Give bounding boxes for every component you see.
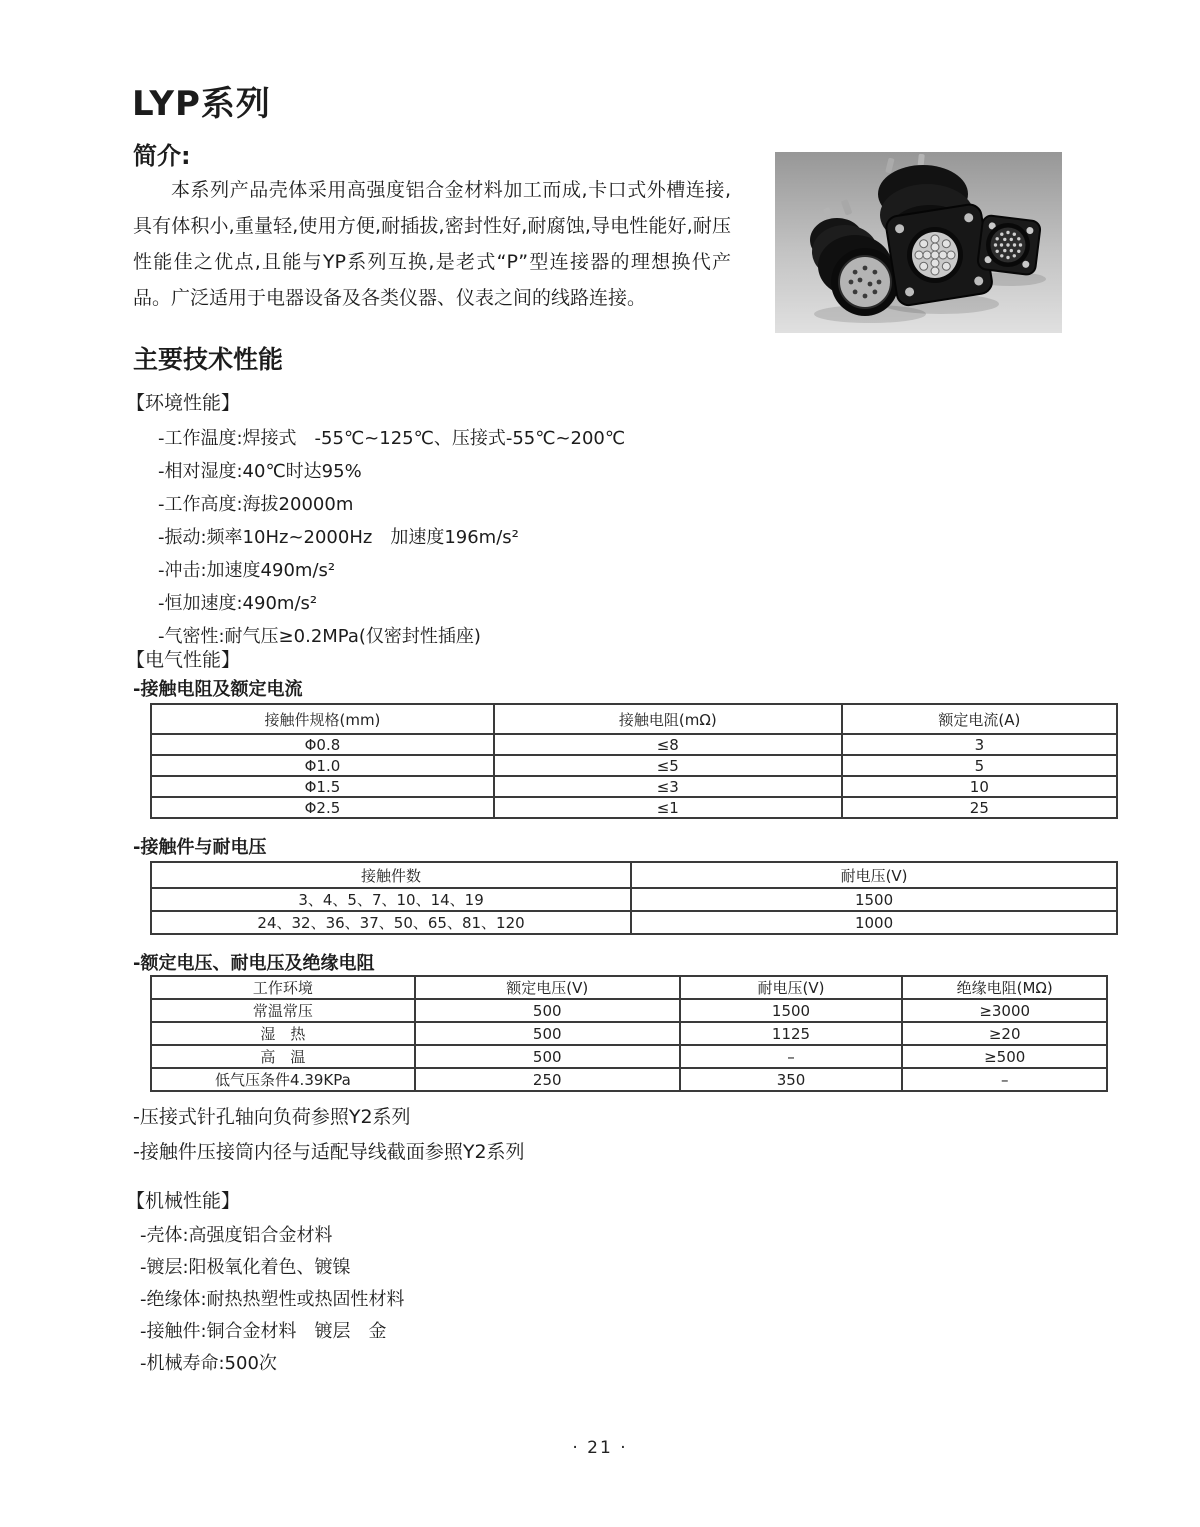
list-item: -工作温度:焊接式 -55℃~125℃、压接式-55℃~200℃ bbox=[158, 428, 626, 449]
withstand-voltage-table-label: -接触件与耐电压 bbox=[133, 837, 267, 858]
column-header: 接触件规格(mm) bbox=[151, 704, 494, 734]
environmental-performance-list bbox=[158, 422, 625, 653]
column-header: 额定电压(V) bbox=[415, 976, 680, 999]
mechanical-performance-heading: 【机械性能】 bbox=[126, 1190, 241, 1212]
right-connector bbox=[977, 215, 1041, 276]
table-cell: 湿 热 bbox=[151, 1022, 415, 1045]
reference-notes bbox=[133, 1100, 525, 1170]
contact-resistance-table bbox=[150, 703, 1118, 819]
list-item: -机械寿命:500次 bbox=[140, 1353, 277, 1374]
column-header: 耐电压(V) bbox=[680, 976, 903, 999]
table-row bbox=[151, 734, 1117, 755]
table-cell: 10 bbox=[842, 776, 1117, 797]
table-cell: 3 bbox=[842, 734, 1117, 755]
note-item: -压接式针孔轴向负荷参照Y2系列 bbox=[133, 1106, 411, 1128]
table-header-row bbox=[151, 862, 1117, 888]
table-cell: 5 bbox=[842, 755, 1117, 776]
table-cell: 1125 bbox=[680, 1022, 903, 1045]
table-row bbox=[151, 999, 1107, 1022]
environmental-performance-heading: 【环境性能】 bbox=[126, 392, 241, 414]
column-header: 绝缘电阻(MΩ) bbox=[902, 976, 1107, 999]
table-row bbox=[151, 888, 1117, 911]
column-header: 接触件数 bbox=[151, 862, 631, 888]
mechanical-performance-list bbox=[140, 1220, 405, 1380]
table-cell: ≥20 bbox=[902, 1022, 1107, 1045]
intro-paragraph: 本系列产品壳体采用高强度铝合金材料加工而成,卡口式外槽连接,具有体积小,重量轻,使用方便,耐插拔,密封性好,耐腐蚀,导电性能好,耐压性能佳之优点,且能与YP系列互换,是老式“P”型连接器的理想换代产品。广泛适用于电器设备及各类仪器、仪表之间的线路连接。 bbox=[133, 179, 731, 309]
table-cell: Φ1.0 bbox=[151, 755, 494, 776]
table-cell: 500 bbox=[415, 1045, 680, 1068]
table-cell: ≤5 bbox=[494, 755, 842, 776]
table-cell: Φ1.5 bbox=[151, 776, 494, 797]
list-item: -镀层:阳极氧化着色、镀镍 bbox=[140, 1257, 351, 1278]
table-cell: 1500 bbox=[680, 999, 903, 1022]
tech-performance-heading: 主要技术性能 bbox=[133, 345, 284, 374]
rated-voltage-insulation-table bbox=[150, 975, 1108, 1092]
table-cell: – bbox=[902, 1068, 1107, 1091]
table-cell: – bbox=[680, 1045, 903, 1068]
table-cell: 高 温 bbox=[151, 1045, 415, 1068]
rated-voltage-insulation-table-label: -额定电压、耐电压及绝缘电阻 bbox=[133, 953, 375, 974]
table-cell: 1500 bbox=[631, 888, 1117, 911]
table-cell: 350 bbox=[680, 1068, 903, 1091]
list-item: -壳体:高强度铝合金材料 bbox=[140, 1225, 333, 1246]
list-item: -相对湿度:40℃时达95% bbox=[158, 461, 362, 482]
table-cell: 250 bbox=[415, 1068, 680, 1091]
note-item: -接触件压接筒内径与适配导线截面参照Y2系列 bbox=[133, 1141, 525, 1163]
table-cell: ≤3 bbox=[494, 776, 842, 797]
connector-photo-illustration bbox=[775, 152, 1062, 333]
column-header: 耐电压(V) bbox=[631, 862, 1117, 888]
table-row bbox=[151, 1068, 1107, 1091]
table-cell: ≤8 bbox=[494, 734, 842, 755]
contact-resistance-table-label: -接触电阻及额定电流 bbox=[133, 679, 303, 700]
table-row bbox=[151, 1022, 1107, 1045]
table-cell: 500 bbox=[415, 999, 680, 1022]
withstand-voltage-table bbox=[150, 861, 1118, 935]
page-number: · 21 · bbox=[572, 1438, 628, 1458]
table-row bbox=[151, 1045, 1107, 1068]
product-photo bbox=[775, 152, 1062, 333]
table-cell: 1000 bbox=[631, 911, 1117, 934]
list-item: -接触件:铜合金材料 镀层 金 bbox=[140, 1321, 387, 1342]
table-header-row bbox=[151, 704, 1117, 734]
table-cell: ≥3000 bbox=[902, 999, 1107, 1022]
table-cell: ≥500 bbox=[902, 1045, 1107, 1068]
table-cell: 常温常压 bbox=[151, 999, 415, 1022]
table-cell: 24、32、36、37、50、65、81、120 bbox=[151, 911, 631, 934]
electrical-performance-heading: 【电气性能】 bbox=[126, 649, 241, 671]
list-item: -绝缘体:耐热热塑性或热固性材料 bbox=[140, 1289, 405, 1310]
list-item: -冲击:加速度490m/s² bbox=[158, 560, 336, 581]
table-row bbox=[151, 797, 1117, 818]
intro-heading: 简介: bbox=[133, 142, 191, 170]
table-cell: ≤1 bbox=[494, 797, 842, 818]
column-header: 接触电阻(mΩ) bbox=[494, 704, 842, 734]
list-item: -振动:频率10Hz~2000Hz 加速度196m/s² bbox=[158, 527, 519, 548]
table-cell: 25 bbox=[842, 797, 1117, 818]
column-header: 工作环境 bbox=[151, 976, 415, 999]
table-cell: 500 bbox=[415, 1022, 680, 1045]
table-cell: Φ0.8 bbox=[151, 734, 494, 755]
page-title: LYP系列 bbox=[132, 84, 271, 124]
list-item: -气密性:耐气压≥0.2MPa(仅密封性插座) bbox=[158, 626, 481, 647]
list-item: -恒加速度:490m/s² bbox=[158, 593, 318, 614]
table-row bbox=[151, 755, 1117, 776]
table-row bbox=[151, 776, 1117, 797]
table-header-row bbox=[151, 976, 1107, 999]
table-cell: Φ2.5 bbox=[151, 797, 494, 818]
table-row bbox=[151, 911, 1117, 934]
table-cell: 3、4、5、7、10、14、19 bbox=[151, 888, 631, 911]
list-item: -工作高度:海拔20000m bbox=[158, 494, 354, 515]
table-cell: 低气压条件4.39KPa bbox=[151, 1068, 415, 1091]
column-header: 额定电流(A) bbox=[842, 704, 1117, 734]
